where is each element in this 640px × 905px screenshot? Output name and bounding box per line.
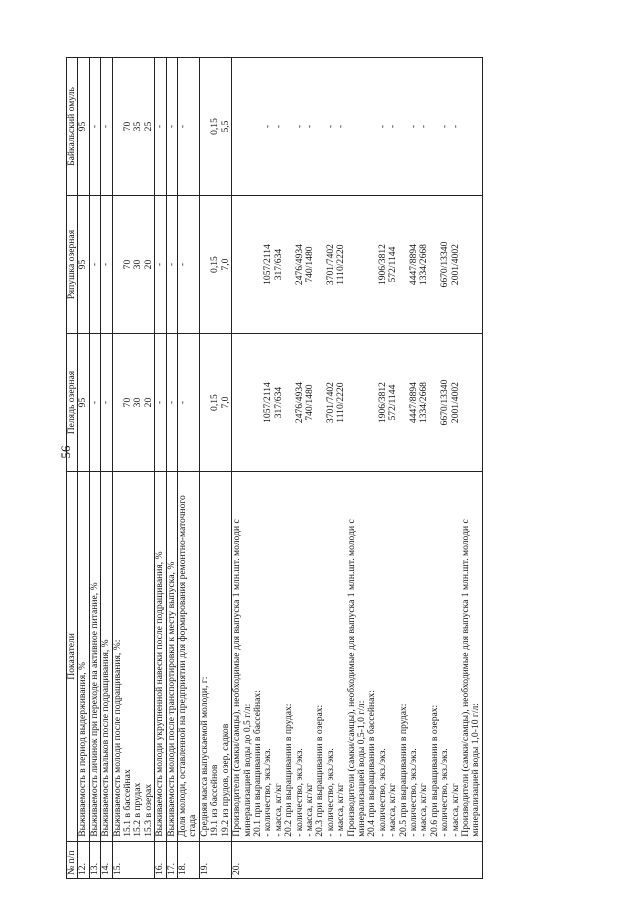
vendace-value-cell: 70 xyxy=(123,196,133,334)
vendace-value-cell: 6670/13340 xyxy=(440,196,450,334)
table-row xyxy=(199,58,210,879)
row-number-cell xyxy=(409,841,419,878)
row-number-cell xyxy=(347,841,368,878)
peled-value-cell: 1906/3812 xyxy=(378,334,388,472)
peled-value-cell: - xyxy=(178,334,200,472)
peled-value-cell: 1057/2114 xyxy=(263,334,273,472)
omul-value-cell: - xyxy=(263,58,273,196)
vendace-value-cell: 2476/4934 xyxy=(295,196,305,334)
table-row xyxy=(166,58,177,879)
header-number: № п/п xyxy=(67,841,78,878)
header-vendace: Ряпушка озерная xyxy=(67,196,78,334)
peled-value-cell xyxy=(284,334,294,472)
omul-value-cell: - xyxy=(89,58,100,196)
row-number-cell: 17. xyxy=(166,841,177,878)
table-row xyxy=(78,58,89,879)
row-number-cell xyxy=(419,841,429,878)
indicator-label-cell: 19.2 из прудов, озер, садков xyxy=(221,472,232,842)
row-number-cell xyxy=(263,841,273,878)
row-number-cell: 13. xyxy=(89,841,100,878)
indicator-label-cell: - количество, экз./экз. xyxy=(378,472,388,842)
peled-value-cell: 572/1144 xyxy=(388,334,398,472)
indicator-label-cell: 20.6 при выращивании в озерах: xyxy=(430,472,440,842)
peled-value-cell: - xyxy=(166,334,177,472)
vendace-value-cell: 1057/2114 xyxy=(263,196,273,334)
omul-value-cell: - xyxy=(419,58,429,196)
omul-value-cell: - xyxy=(326,58,336,196)
table-row xyxy=(221,58,232,879)
indicator-label-cell: Производители (самки/самцы), необходимые для выпуска 1 млн.шт. молоди с минерализацией воды 1,0-10 г/л: xyxy=(461,472,482,842)
vendace-value-cell xyxy=(232,196,253,334)
peled-value-cell: 70 xyxy=(123,334,133,472)
peled-value-cell: 3701/7402 xyxy=(326,334,336,472)
vendace-value-cell: 572/1144 xyxy=(388,196,398,334)
peled-value-cell: - xyxy=(101,334,112,472)
indicator-label-cell: - масса, кг/кг xyxy=(336,472,346,842)
row-number-cell: 15. xyxy=(112,841,123,878)
omul-value-cell: - xyxy=(274,58,284,196)
peled-value-cell: 95 xyxy=(78,334,89,472)
peled-value-cell: 4447/8894 xyxy=(409,334,419,472)
indicator-label-cell: 20.1 при выращивании в бассейнах: xyxy=(253,472,263,842)
indicator-label-cell: - количество, экз./экз. xyxy=(295,472,305,842)
indicator-label-cell: Выживаемость молоди укрупненной навески после подращивания, % xyxy=(155,472,166,842)
table-row xyxy=(326,58,336,879)
vendace-value-cell: 20 xyxy=(144,196,155,334)
indicator-label-cell: 15.3 в озерах xyxy=(144,472,155,842)
peled-value-cell: 6670/13340 xyxy=(440,334,450,472)
table-row xyxy=(378,58,388,879)
vendace-value-cell: 3701/7402 xyxy=(326,196,336,334)
indicator-label-cell: Выживаемость молоди после подращивания, %: xyxy=(112,472,123,842)
table-header-row xyxy=(67,58,78,879)
omul-value-cell xyxy=(284,58,294,196)
peled-value-cell: 7,0 xyxy=(221,334,232,472)
row-number-cell xyxy=(440,841,450,878)
indicator-label-cell: - масса, кг/кг xyxy=(419,472,429,842)
row-number-cell xyxy=(295,841,305,878)
vendace-value-cell: - xyxy=(166,196,177,334)
omul-value-cell: - xyxy=(440,58,450,196)
row-number-cell xyxy=(305,841,315,878)
indicator-label-cell: Выживаемость мальков после подращивания, % xyxy=(101,472,112,842)
table-row xyxy=(295,58,305,879)
omul-value-cell: - xyxy=(166,58,177,196)
row-number-cell xyxy=(367,841,377,878)
vendace-value-cell: 1334/2668 xyxy=(419,196,429,334)
peled-value-cell: 1334/2668 xyxy=(419,334,429,472)
table-row xyxy=(89,58,100,879)
omul-value-cell: 25 xyxy=(144,58,155,196)
indicator-label-cell: 15.2 в прудах xyxy=(133,472,143,842)
indicator-label-cell: - масса, кг/кг xyxy=(451,472,461,842)
vendace-value-cell xyxy=(347,196,368,334)
row-number-cell xyxy=(388,841,398,878)
vendace-value-cell xyxy=(284,196,294,334)
vendace-value-cell: - xyxy=(89,196,100,334)
table-row xyxy=(232,58,253,879)
peled-value-cell xyxy=(232,334,253,472)
indicator-label-cell: 19.1 из бассейнов xyxy=(210,472,220,842)
table-row xyxy=(347,58,368,879)
row-number-cell: 18. xyxy=(178,841,200,878)
page-number: 56 xyxy=(58,445,73,459)
row-number-cell xyxy=(123,841,133,878)
omul-value-cell: 95 xyxy=(78,58,89,196)
omul-value-cell: 35 xyxy=(133,58,143,196)
peled-value-cell: 2001/4002 xyxy=(451,334,461,472)
indicator-label-cell: - масса, кг/кг xyxy=(305,472,315,842)
row-number-cell xyxy=(210,841,220,878)
row-number-cell xyxy=(399,841,409,878)
peled-value-cell: 30 xyxy=(133,334,143,472)
vendace-value-cell: - xyxy=(101,196,112,334)
table-row xyxy=(155,58,166,879)
indicator-label-cell: Производители (самки/самцы), необходимые для выпуска 1 млн.шт. молоди с минерализацией воды 0,5-1,0 г/л: xyxy=(347,472,368,842)
peled-value-cell xyxy=(347,334,368,472)
table-row xyxy=(123,58,133,879)
vendace-value-cell: 1906/3812 xyxy=(378,196,388,334)
peled-value-cell: 317/634 xyxy=(274,334,284,472)
table-row xyxy=(461,58,482,879)
table-row xyxy=(101,58,112,879)
indicator-label-cell: Выживаемость молоди после транспортировки к месту выпуска, % xyxy=(166,472,177,842)
indicator-label-cell: - количество, экз./экз. xyxy=(263,472,273,842)
row-number-cell xyxy=(133,841,143,878)
indicator-label-cell: Средняя масса выпускаемой молоди, г: xyxy=(199,472,210,842)
vendace-value-cell: 4447/8894 xyxy=(409,196,419,334)
fish-indicators-table xyxy=(66,57,483,879)
omul-value-cell: - xyxy=(451,58,461,196)
omul-value-cell: - xyxy=(388,58,398,196)
row-number-cell: 19. xyxy=(199,841,210,878)
vendace-value-cell: 1110/2220 xyxy=(336,196,346,334)
row-number-cell xyxy=(378,841,388,878)
peled-value-cell: - xyxy=(155,334,166,472)
row-number-cell xyxy=(430,841,440,878)
row-number-cell xyxy=(451,841,461,878)
peled-value-cell: - xyxy=(89,334,100,472)
indicator-label-cell: - масса, кг/кг xyxy=(388,472,398,842)
header-omul: Байкальский омуль xyxy=(67,58,78,196)
vendace-value-cell: - xyxy=(155,196,166,334)
row-number-cell: 16. xyxy=(155,841,166,878)
omul-value-cell: 0,15 xyxy=(210,58,220,196)
header-indicators: Показатели xyxy=(67,472,78,842)
table-row xyxy=(284,58,294,879)
vendace-value-cell: 95 xyxy=(78,196,89,334)
row-number-cell: 20. xyxy=(232,841,253,878)
peled-value-cell: 0,15 xyxy=(210,334,220,472)
vendace-value-cell: 317/634 xyxy=(274,196,284,334)
omul-value-cell: - xyxy=(336,58,346,196)
row-number-cell xyxy=(144,841,155,878)
row-number-cell xyxy=(274,841,284,878)
omul-value-cell: - xyxy=(295,58,305,196)
row-number-cell xyxy=(315,841,325,878)
indicator-label-cell: - масса, кг/кг xyxy=(274,472,284,842)
header-peled: Пелядь озерная xyxy=(67,334,78,472)
indicator-label-cell: Производители (самки/самцы), необходимые для выпуска 1 млн.шт. молоди с минерализацией воды до 0,5 г/л: xyxy=(232,472,253,842)
rotated-table-frame xyxy=(66,57,574,879)
row-number-cell xyxy=(284,841,294,878)
indicator-label-cell: - количество, экз./экз. xyxy=(326,472,336,842)
indicator-label-cell: Выживаемость личинок при переходе на активное питание, % xyxy=(89,472,100,842)
indicator-label-cell: Доля молоди, оставленной на предприятии для формирования ремонтно-маточного стада xyxy=(178,472,200,842)
vendace-value-cell: 740/1480 xyxy=(305,196,315,334)
omul-value-cell: - xyxy=(101,58,112,196)
table-row xyxy=(263,58,273,879)
indicator-label-cell: 20.4 при выращивании в бассейнах: xyxy=(367,472,377,842)
indicator-label-cell: - количество, экз./экз. xyxy=(440,472,450,842)
peled-value-cell: 20 xyxy=(144,334,155,472)
peled-value-cell: 2476/4934 xyxy=(295,334,305,472)
table-row xyxy=(336,58,346,879)
table-row xyxy=(409,58,419,879)
omul-value-cell: - xyxy=(305,58,315,196)
omul-value-cell xyxy=(347,58,368,196)
table-row xyxy=(144,58,155,879)
vendace-value-cell: 0,15 xyxy=(210,196,220,334)
omul-value-cell: 70 xyxy=(123,58,133,196)
indicator-label-cell: Выживаемость в период выдерживания, % xyxy=(78,472,89,842)
row-number-cell: 14. xyxy=(101,841,112,878)
omul-value-cell xyxy=(461,58,482,196)
omul-value-cell: - xyxy=(155,58,166,196)
omul-value-cell: - xyxy=(378,58,388,196)
table-row xyxy=(178,58,200,879)
omul-value-cell: 5,5 xyxy=(221,58,232,196)
vendace-value-cell: 7,0 xyxy=(221,196,232,334)
row-number-cell xyxy=(461,841,482,878)
peled-value-cell xyxy=(461,334,482,472)
indicator-label-cell: - количество, экз./экз. xyxy=(409,472,419,842)
indicator-label-cell: 15.1 в бассейнах xyxy=(123,472,133,842)
vendace-value-cell: 2001/4002 xyxy=(451,196,461,334)
table-row xyxy=(440,58,450,879)
row-number-cell xyxy=(326,841,336,878)
indicator-label-cell: 20.5 при выращивании в прудах: xyxy=(399,472,409,842)
table-body xyxy=(78,58,482,879)
vendace-value-cell: - xyxy=(178,196,200,334)
indicator-label-cell: 20.3 при выращивании в озерах: xyxy=(315,472,325,842)
row-number-cell xyxy=(253,841,263,878)
vendace-value-cell xyxy=(461,196,482,334)
omul-value-cell: - xyxy=(409,58,419,196)
table-row xyxy=(133,58,143,879)
peled-value-cell: 1110/2220 xyxy=(336,334,346,472)
peled-value-cell: 740/1480 xyxy=(305,334,315,472)
table-row xyxy=(112,58,123,879)
omul-value-cell: - xyxy=(178,58,200,196)
vendace-value-cell: 30 xyxy=(133,196,143,334)
omul-value-cell xyxy=(232,58,253,196)
indicator-label-cell: 20.2 при выращивании в прудах: xyxy=(284,472,294,842)
row-number-cell xyxy=(221,841,232,878)
row-number-cell xyxy=(336,841,346,878)
row-number-cell: 12. xyxy=(78,841,89,878)
